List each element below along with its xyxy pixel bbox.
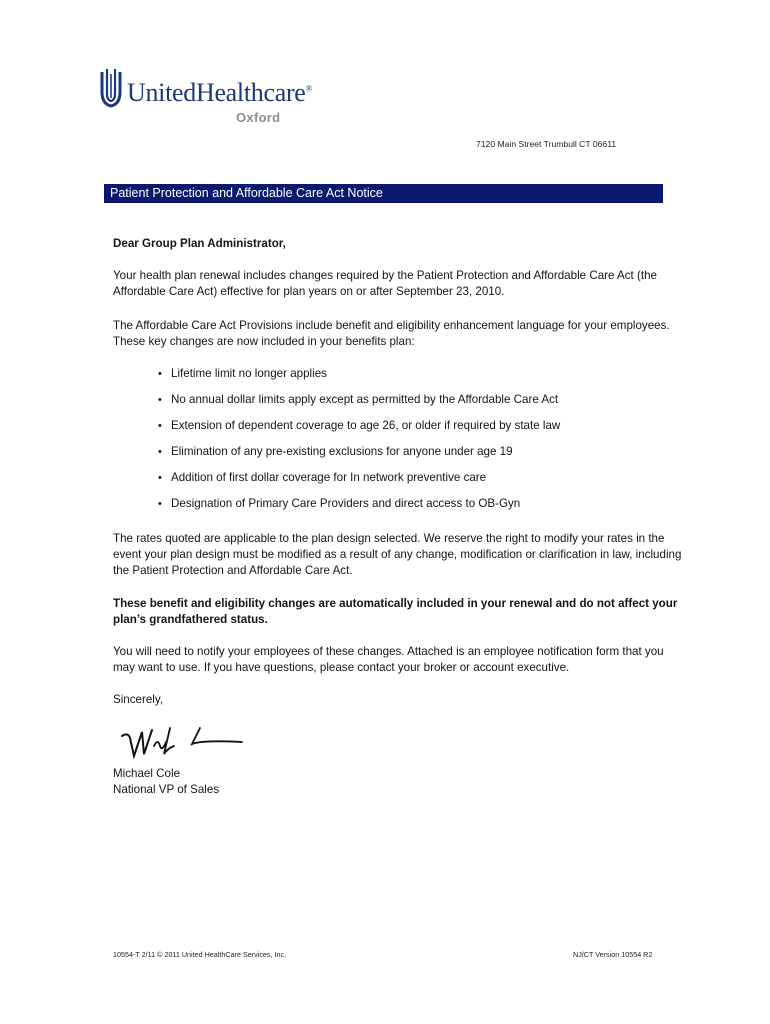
list-item: • Elimination of any pre-existing exclusions for anyone under age 19 <box>158 445 513 458</box>
footer-copyright: 10554-T 2/11 © 2011 United HealthCare Services, Inc. <box>113 950 287 959</box>
sender-address: 7120 Main Street Trumbull CT 06611 <box>476 139 617 149</box>
logo-wordmark: UnitedHealthcare® <box>127 78 313 107</box>
paragraph-2: The Affordable Care Act Provisions include benefit and eligibility enhancement language for your employees. These key changes are now included in your benefits plan: <box>113 319 670 348</box>
signer-name: Michael Cole <box>113 767 181 780</box>
bullet-icon: • <box>158 420 162 432</box>
footer-version: NJ/CT Version 10554 R2 <box>573 950 653 959</box>
bullet-icon: • <box>158 394 162 406</box>
list-item: • Addition of first dollar coverage for In network preventive care <box>158 471 487 484</box>
unitedhealthcare-u-icon <box>100 68 122 110</box>
bullet-icon: • <box>158 498 162 510</box>
paragraph-3: The rates quoted are applicable to the plan design selected. We reserve the right to modify your rates in the event your plan design must be modified as a result of any change, modification or clarification in law, including the Patient Protection and Affordable Care Act. <box>113 532 682 577</box>
bullet-icon: • <box>158 368 162 380</box>
key-changes-list <box>158 367 560 523</box>
list-item: • Designation of Primary Care Providers and direct access to OB-Gyn <box>158 497 521 510</box>
signer-title: National VP of Sales <box>113 783 220 796</box>
bullet-icon: • <box>158 472 162 484</box>
paragraph-1: Your health plan renewal includes changes required by the Patient Protection and Affordable Care Act (the Affordable Care Act) effective for plan years on or after September 23, 2010. <box>113 269 657 298</box>
unitedhealthcare-logo <box>100 68 313 128</box>
bullet-icon: • <box>158 446 162 458</box>
list-item: • Extension of dependent coverage to age 26, or older if required by state law <box>158 419 561 432</box>
salutation: Dear Group Plan Administrator, <box>113 237 286 250</box>
handwritten-signature <box>118 724 244 762</box>
list-item: • No annual dollar limits apply except as permitted by the Affordable Care Act <box>158 393 559 406</box>
paragraph-5: You will need to notify your employees of these changes. Attached is an employee notification form that you may want to use. If you have questions, please contact your broker or account executive. <box>113 645 664 674</box>
list-item: • Lifetime limit no longer applies <box>158 367 327 380</box>
closing: Sincerely, <box>113 693 164 706</box>
paragraph-4-bold: These benefit and eligibility changes are automatically included in your renewal and do not affect your plan’s grandfathered status. <box>113 597 678 626</box>
logo-subbrand: Oxford <box>236 110 281 125</box>
notice-title: Patient Protection and Affordable Care Act Notice <box>110 186 383 200</box>
notice-title-bar <box>104 184 663 203</box>
